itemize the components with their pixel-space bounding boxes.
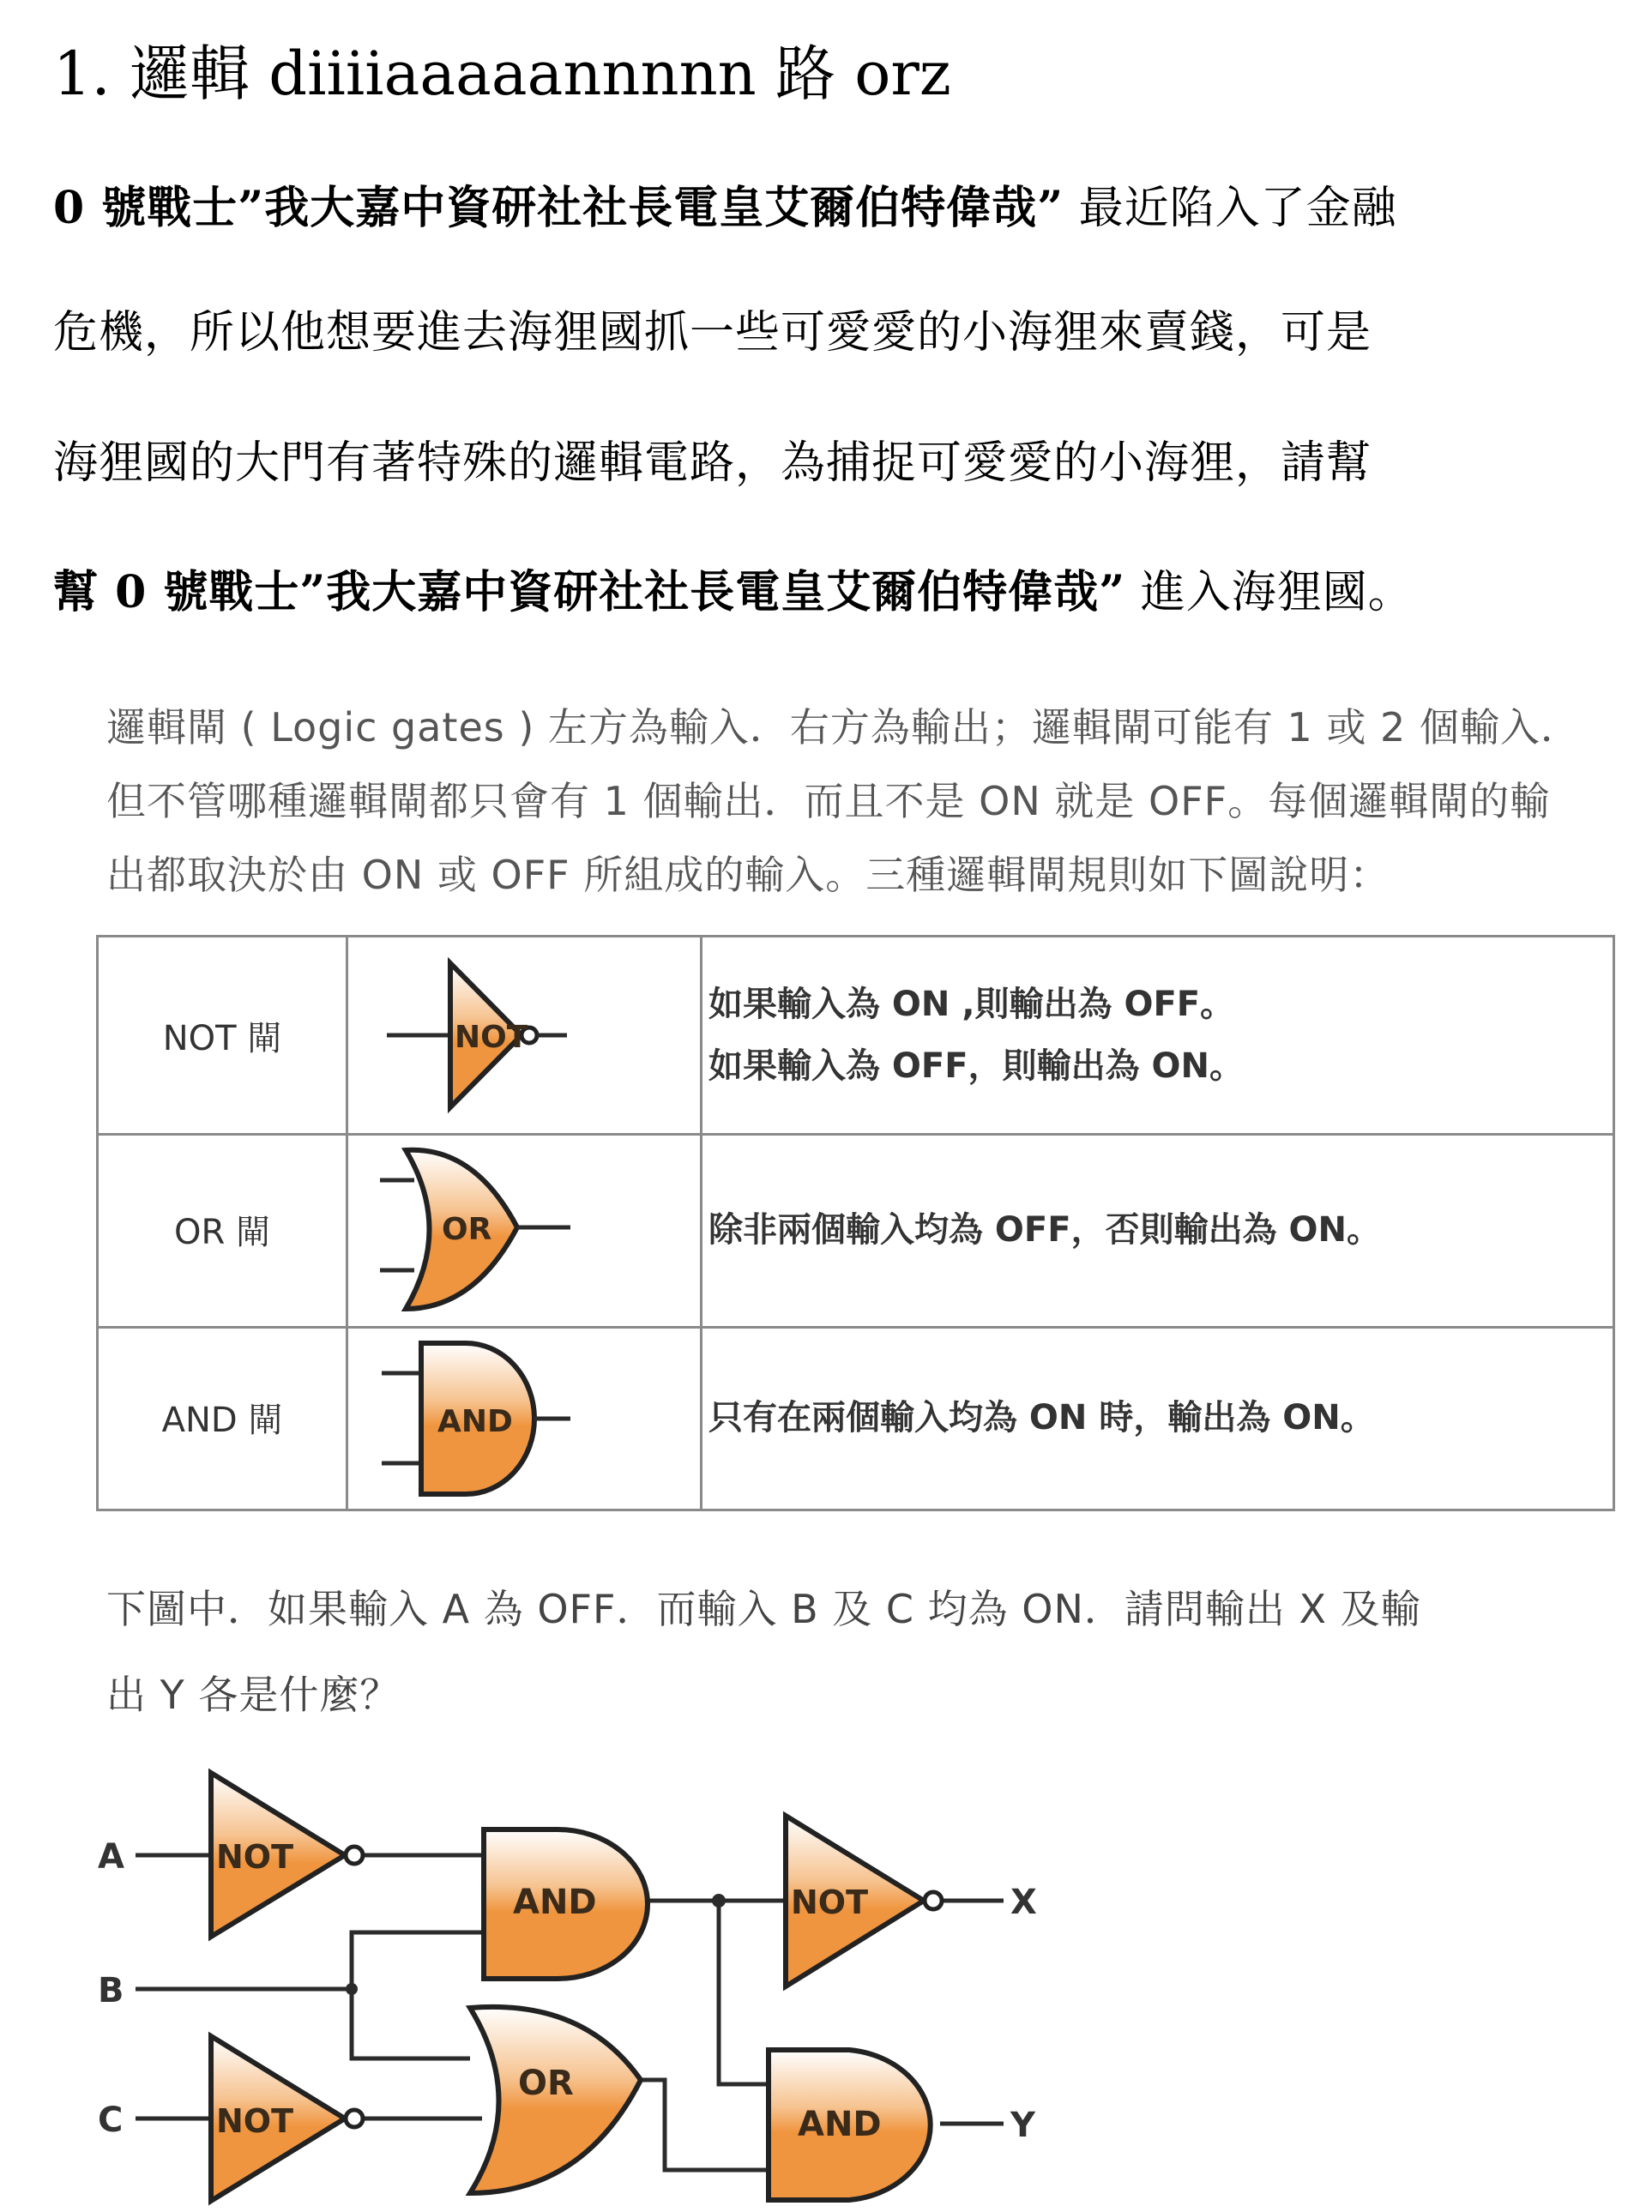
- output-label-x: X: [1010, 1883, 1037, 1922]
- and-gate-symbol: [346, 1326, 702, 1509]
- gate-rules-table: [96, 935, 1615, 1511]
- question-line: 出 Y 各是什麼？: [106, 1672, 401, 1718]
- intro-line: 邏輯閘 ( Logic gates ) 左方為輸入．右方為輸出；邏輯閘可能有 1 或 2 個輸入．: [106, 704, 1581, 750]
- output-label-y: Y: [1010, 2106, 1035, 2145]
- input-label-c: C: [98, 2100, 124, 2140]
- or-gate-1: [470, 2007, 641, 2193]
- not-gate-icon: [346, 937, 700, 1133]
- svg-text:OR: OR: [518, 2064, 574, 2103]
- svg-text:NOT: NOT: [216, 1838, 294, 1876]
- desc-line: 只有在兩個輸入均為 ON 時，輸出為 ON。: [708, 1397, 1375, 1437]
- gate-name: AND 閘: [99, 1326, 348, 1509]
- input-label-b: B: [98, 1971, 124, 2010]
- table-row-not: [99, 937, 1613, 1136]
- input-label-a: A: [98, 1837, 124, 1877]
- svg-text:AND: AND: [513, 1883, 597, 1922]
- or-gate-symbol: [346, 1133, 702, 1326]
- story-line: 0 號戰士”我大嘉中資研社社長電皇艾爾伯特偉哉” 最近陷入了金融: [53, 182, 1397, 234]
- svg-text:NOT: NOT: [216, 2102, 294, 2140]
- intro-line: 但不管哪種邏輯閘都只會有 1 個輸出．而且不是 ON 就是 OFF。每個邏輯閘的輸: [106, 778, 1551, 824]
- story-line: 幫 0 號戰士”我大嘉中資研社社長電皇艾爾伯特偉哉” 進入海狸國。: [53, 566, 1414, 618]
- svg-text:NOT: NOT: [455, 1020, 528, 1055]
- logic-circuit-diagram: [0, 1733, 1652, 2212]
- svg-text:AND: AND: [437, 1404, 513, 1439]
- gate-description: [700, 1326, 1613, 1509]
- junction-dot: [712, 1894, 726, 1908]
- gate-name: NOT 閘: [99, 937, 348, 1133]
- and-gate-2: [769, 2050, 931, 2200]
- story-line: 危機，所以他想要進去海狸國抓一些可愛愛的小海狸來賣錢，可是: [53, 307, 1372, 359]
- or-gate-icon: [346, 1133, 700, 1326]
- junction-dot: [346, 1983, 358, 1995]
- not-gate-c: [211, 2036, 363, 2201]
- desc-line: 除非兩個輸入均為 OFF，否則輸出為 ON。: [708, 1209, 1381, 1250]
- svg-text:OR: OR: [442, 1212, 492, 1247]
- table-row-and: [99, 1326, 1613, 1509]
- svg-text:AND: AND: [798, 2105, 882, 2144]
- svg-text:NOT: NOT: [791, 1884, 869, 1921]
- story-line: 海狸國的大門有著特殊的邏輯電路，為捕捉可愛愛的小海狸，請幫: [53, 437, 1372, 489]
- desc-line: 如果輸入為 OFF，則輸出為 ON。: [708, 1046, 1244, 1086]
- and-gate-1: [484, 1829, 648, 1979]
- question-line: 下圖中．如果輸入 A 為 OFF．而輸入 B 及 C 均為 ON．請問輸出 X 及輸: [106, 1586, 1421, 1632]
- gate-description: [700, 937, 1613, 1133]
- gate-description: [700, 1133, 1613, 1326]
- not-gate-symbol: [346, 937, 702, 1133]
- desc-line: 如果輸入為 ON ,則輸出為 OFF。: [708, 985, 1235, 1024]
- table-row-or: [99, 1133, 1613, 1329]
- page-title: 1. 邏輯 diiiiaaaaannnnn 路 orz: [53, 39, 951, 109]
- not-gate-a: [211, 1773, 363, 1937]
- intro-line: 出都取決於由 ON 或 OFF 所組成的輸入。三種邏輯閘規則如下圖說明：: [106, 852, 1390, 898]
- gate-name: OR 閘: [99, 1133, 348, 1326]
- not-gate-x: [786, 1816, 942, 1986]
- and-gate-icon: [346, 1326, 700, 1509]
